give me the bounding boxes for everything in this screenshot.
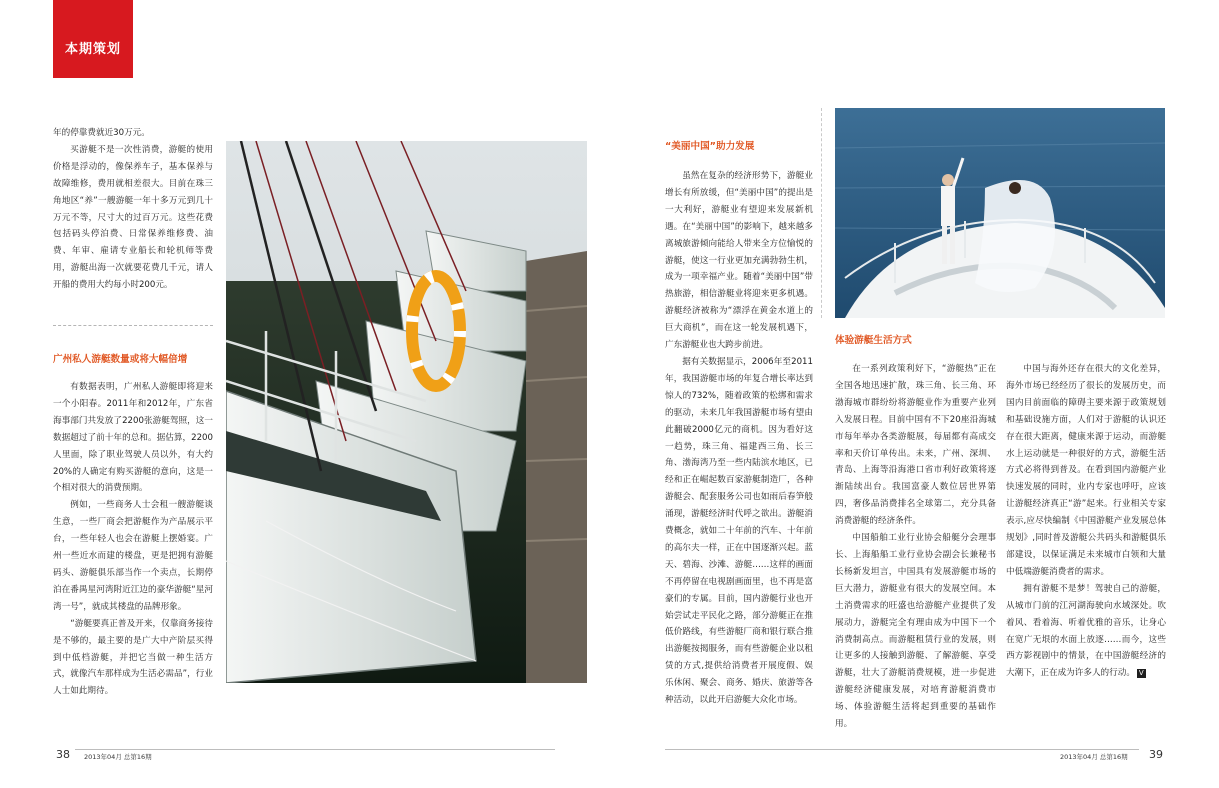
marina-yachts-photo [226, 141, 587, 683]
paragraph: 据有关数据显示，2006年至2011年，我国游艇市场的年复合增长率达到惊人的732%，随着政策的松绑和需求的驱动，未来几年我国游艇市场有望由此翻破2000亿元的商机。因为看好这一趋势，珠三角、福建西三角、长三角、渤海湾乃至一些内陆滨水地区，已经和正在崛起数百家游艇制造厂，各种游艇会、配套服务公司也如雨后春笋般涌现，游艇经济时代呼之欲出。游艇消费概念，就如二十年前的汽车、十年前的高尔夫一样，正在中国逐渐兴起。蓝天、碧海、沙滩、游艇……这样的画面不再停留在电视剧画面里，也不再是富豪们的专属。目前，国内游艇行业也开始尝试走平民化之路，部分游艇正在推低价路线，有些游艇厂商和银行联合推出游艇按揭服务，而有些游艇企业以租赁的方式,提供给消费者开展度假、娱乐休闲、聚会、商务、婚庆、旅游等各种活动，以此开启游艇大众化市场。 [665, 356, 813, 706]
left-text-column-2 [53, 379, 213, 700]
section-heading: 广州私人游艇数量或将大幅倍增 [53, 354, 188, 365]
paragraph: 买游艇不是一次性消费，游艇的使用价格是浮动的，像保养车子，基本保养与故障维修，费用就相差很大。目前在珠三角地区“养”一艘游艇一年十多万元到几十万元不等，尺寸大的过百万元。这些花费包括码头停泊费、日常保养维修费、油费、年审、雇请专业船长和轮机师等费用，游艇出海一次就要花费几千元，请人开船的费用大约每小时200元。 [53, 144, 213, 291]
right-issue-label: 2013年04月 总第16期 [1060, 753, 1128, 761]
paragraph: “游艇要真正普及开来，仅靠商务接待是不够的，最主要的是广大中产阶层买得到中低档游艇，并把它当做一种生活方式，就像汽车那样成为生活必需品”，行业人士如此期待。 [53, 618, 213, 697]
end-mark: V [1138, 669, 1144, 678]
left-issue-label: 2013年04月 总第16期 [84, 753, 152, 761]
paragraph: 中国船舶工业行业协会船艇分会理事长、上海船船工业行业协会副会长兼秘书长杨新发坦言，中国具有发展游艇市场的巨大潜力，游艇业有很大的发展空间。本土消费需求的旺盛也给游艇产业提供了发展动力，游艇完全有理由成为中国下一个消费制高点。而游艇租赁行业的发展，则让更多的人接触到游艇、了解游艇、享受游艇，壮大了游艇消费规模，进一步促进游艇经济健康发展，对培育游艇消费市场、体验游艇生活将起到重要的基础作用。 [835, 533, 996, 730]
paragraph-text: 拥有游艇不是梦！驾驶自己的游艇，从城市门前的江河湖海驶向水域深处。吹着风、看着海、听着优雅的音乐，让身心在宽广无垠的水面上放逐……而今，这些西方影视剧中的情景，在中国游艇经济的大潮下，正在成为许多人的行动。 [1006, 583, 1166, 679]
section-heading: “美丽中国”助力发展 [665, 141, 755, 152]
paragraph [1006, 581, 1166, 682]
section-tab-label: 本期策划 [64, 42, 121, 57]
paragraph: 例如，一些商务人士会租一艘游艇谈生意，一些厂商会把游艇作为产品展示平台，一些年轻人也会在游艇上摆婚宴。广州一些近水而建的楼盘，更是把拥有游艇码头、游艇俱乐部当作一个卖点，长期停泊在番禺星河湾附近江边的豪华游艇“星河湾一号”，就成其楼盘的品牌形象。 [53, 500, 213, 612]
right-page-number: 39 [1149, 748, 1163, 761]
marina-illustration [226, 141, 587, 683]
wedding-illustration [835, 108, 1165, 318]
right-footer-rule [665, 749, 1139, 750]
right-text-column-1 [835, 361, 996, 733]
left-page-number: 38 [56, 748, 70, 761]
section-divider [53, 325, 213, 326]
section-heading: 体验游艇生活方式 [835, 335, 912, 346]
left-text-column [53, 125, 213, 294]
bride-figure [975, 180, 1055, 292]
section-tab [53, 0, 133, 78]
column-divider [821, 108, 822, 318]
paragraph: 有数据表明，广州私人游艇即将迎来一个小阳春。2011年和2012年，广东省海事部门共发放了2200张游艇驾照，这一数据超过了前十年的总和。据估算，2200人里面，除了职业驾驶人员以外，有大约20%的人确定有购买游艇的意向，这是一个相对很大的消费预期。 [53, 382, 213, 494]
paragraph: 年的停靠费就近30万元。 [53, 128, 150, 138]
right-text-column-2 [1006, 361, 1166, 682]
yacht-wedding-photo [835, 108, 1165, 318]
paragraph: 虽然在复杂的经济形势下，游艇业增长有所放缓，但“美丽中国”的提出是一大利好，游艇业有望迎来发展新机遇。在“美丽中国”的影响下，越来越多离城旅游倾向能给人带来全方位愉悦的游艇，使这一行业更加充满勃勃生机，成为一项幸福产业。随着“美丽中国”带热旅游，相信游艇业将迎来更多机遇。游艇经济被称为“漂浮在黄金水道上的巨大商机”，而在这一轮发展机遇下，广东游艇业也大跨步前进。 [665, 171, 813, 351]
paragraph: 中国与海外还存在很大的文化差异，海外市场已经经历了很长的发展历史，而国内目前面临的障碍主要来源于政策规划和基础设施方面，人们对于游艇的认识还存在很大距离，健康来源于运动，而游艇水上运动就是一种很好的方式，游艇生活方式必将得到普及。在看到国内游艇产业快速发展的同时，业内专家也呼吁，应该让游艇经济真正“游”起来。行业相关专家表示,应尽快编制《中国游艇产业发展总体规划》,同时普及游艇公共码头和游艇俱乐部建设，以保证满足未来城市白领和大量中低端游艇消费者的需求。 [1006, 364, 1166, 577]
middle-text-column [665, 168, 813, 709]
left-footer-rule [75, 749, 555, 750]
paragraph: 在一系列政策利好下，“游艇热”正在全国各地迅速扩散，珠三角、长三角、环渤海城市群纷纷将游艇业作为重要产业列入发展日程。目前中国有不下20座沿海城市每年举办各类游艇展，每届都有高成交率和天价订单传出。未来，广州、深圳、青岛、上海等沿海港口省市利好政策将逐渐陆续出台。我国富豪人数位居世界第四，奢侈品消费排名全球第二，充分具备消费游艇的经济条件。 [835, 364, 996, 527]
